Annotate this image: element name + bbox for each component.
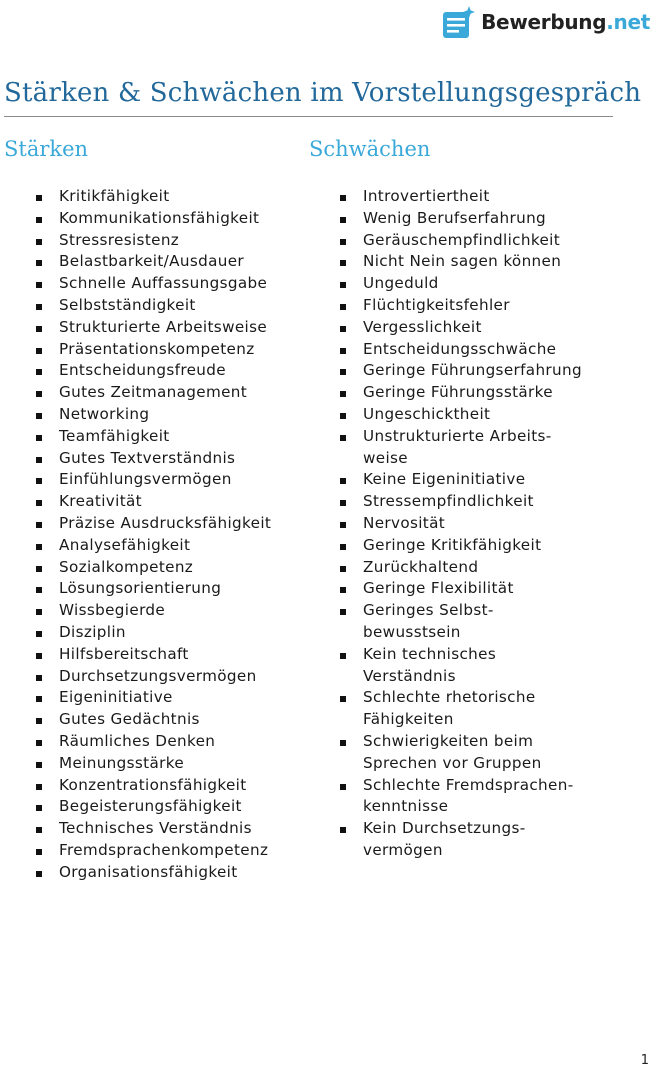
strength-item (36, 339, 271, 361)
strength-item (36, 513, 271, 535)
list-item-text: Begeisterungsfähigkeit (59, 797, 242, 816)
list-item-text: Geräuschempfindlichkeit (363, 230, 561, 249)
list-item-text: Gutes Textverständnis (59, 448, 236, 467)
list-item-text: Kein technisches (363, 644, 497, 663)
weakness-item (340, 426, 582, 470)
strength-item (36, 404, 271, 426)
strength-item (36, 666, 271, 688)
strength-item (36, 731, 271, 753)
weakness-item (340, 513, 582, 535)
list-item-text: Gutes Gedächtnis (59, 710, 200, 729)
strength-item (36, 644, 271, 666)
weakness-item (340, 644, 582, 688)
list-item-text: Zurückhaltend (363, 557, 479, 576)
strength-item (36, 208, 271, 230)
list-item-text: Nervosität (363, 513, 446, 532)
list-item-text: Präzise Ausdrucksfähigkeit (59, 513, 272, 532)
list-item-text: Geringe Flexibilität (363, 579, 514, 598)
list-item-text: kenntnisse (363, 797, 449, 816)
strengths-heading: Stärken (4, 137, 89, 161)
strength-item (36, 557, 271, 579)
list-item-text: Flüchtigkeitsfehler (363, 295, 510, 314)
weakness-item (340, 404, 582, 426)
weakness-item (340, 339, 582, 361)
list-item-text: weise (363, 448, 408, 467)
list-item-text: Schlechte rhetorische (363, 688, 536, 707)
list-item-text: Entscheidungsfreude (59, 361, 226, 380)
list-item-text: Konzentrationsfähigkeit (59, 775, 247, 794)
page-title: Stärken & Schwächen im Vorstellungsgespräch (4, 78, 642, 108)
strength-item (36, 622, 271, 644)
strength-item (36, 709, 271, 731)
strength-item (36, 448, 271, 470)
page-number: 1 (640, 1053, 649, 1068)
list-item-text: Räumliches Denken (59, 731, 216, 750)
title-divider (4, 116, 613, 117)
list-item-text: Stressempfindlichkeit (363, 492, 534, 511)
strength-item (36, 600, 271, 622)
list-item-text: Verständnis (363, 666, 456, 685)
list-item-text: Ungeschicktheit (363, 404, 491, 423)
weakness-item (340, 251, 582, 273)
brand-name: Bewerbung (481, 10, 607, 34)
list-item-text: Teamfähigkeit (59, 426, 170, 445)
list-item-text: Meinungsstärke (59, 753, 185, 772)
list-item-text: Kommunikationsfähigkeit (59, 208, 260, 227)
weakness-item (340, 578, 582, 600)
strength-item (36, 818, 271, 840)
strength-item (36, 775, 271, 797)
list-item-text: Strukturierte Arbeitsweise (59, 317, 268, 336)
list-item-text: Keine Eigeninitiative (363, 470, 526, 489)
strength-item (36, 796, 271, 818)
strength-item (36, 840, 271, 862)
list-item-text: Lösungsorientierung (59, 579, 222, 598)
strength-item (36, 535, 271, 557)
list-item-text: Sozialkompetenz (59, 557, 194, 576)
list-item-text: Fähigkeiten (363, 710, 454, 729)
list-item-text: Unstrukturierte Arbeits- (363, 426, 552, 445)
list-item-text: Sprechen vor Gruppen (363, 753, 542, 772)
list-item-text: Präsentationskompetenz (59, 339, 255, 358)
list-item-text: Fremdsprachenkompetenz (59, 840, 269, 859)
list-item-text: Analysefähigkeit (59, 535, 191, 554)
brand-tld: .net (606, 10, 650, 34)
list-item-text: Kreativität (59, 492, 142, 511)
list-item-text: Wissbegierde (59, 601, 166, 620)
weakness-item (340, 360, 582, 382)
weakness-item (340, 382, 582, 404)
list-item-text: Entscheidungsschwäche (363, 339, 557, 358)
strength-item (36, 273, 271, 295)
weakness-item (340, 208, 582, 230)
list-item-text: Schnelle Auffassungsgabe (59, 274, 268, 293)
strength-item (36, 360, 271, 382)
list-item-text: Disziplin (59, 622, 126, 641)
strength-item (36, 317, 271, 339)
strength-item (36, 469, 271, 491)
list-item-text: Stressresistenz (59, 230, 180, 249)
weakness-item (340, 230, 582, 252)
weakness-item (340, 818, 582, 862)
list-item-text: Organisationsfähigkeit (59, 862, 238, 881)
weakness-item (340, 295, 582, 317)
list-item-text: Einfühlungsvermögen (59, 470, 232, 489)
list-item-text: Durchsetzungsvermögen (59, 666, 257, 685)
list-item-text: Ungeduld (363, 274, 439, 293)
weakness-item (340, 186, 582, 208)
strength-item (36, 426, 271, 448)
list-item-text: Introvertiertheit (363, 187, 490, 205)
list-item-text: Schlechte Fremdsprachen- (363, 775, 574, 794)
weakness-item (340, 687, 582, 731)
list-item-text: Networking (59, 404, 150, 423)
list-item-text: Geringe Kritikfähigkeit (363, 535, 542, 554)
brand-wordmark (481, 10, 650, 34)
list-item-text: Gutes Zeitmanagement (59, 383, 248, 402)
list-item-text: Kein Durchsetzungs- (363, 819, 526, 838)
weakness-item (340, 775, 582, 819)
list-item-text: Geringes Selbst- (363, 601, 494, 620)
document-icon (442, 5, 476, 39)
list-item-text: vermögen (363, 840, 443, 859)
list-item-text: Kritikfähigkeit (59, 187, 170, 205)
list-item-text: bewusstsein (363, 622, 461, 641)
list-item-text: Wenig Berufserfahrung (363, 208, 547, 227)
weakness-item (340, 731, 582, 775)
weakness-item (340, 317, 582, 339)
list-item-text: Belastbarkeit/Ausdauer (59, 252, 245, 271)
list-item-text: Vergesslichkeit (363, 317, 482, 336)
weakness-item (340, 469, 582, 491)
weakness-item (340, 600, 582, 644)
list-item-text: Geringe Führungserfahrung (363, 361, 582, 380)
strength-item (36, 687, 271, 709)
strengths-list (36, 186, 271, 884)
weaknesses-list (340, 186, 582, 862)
list-item-text: Nicht Nein sagen können (363, 252, 562, 271)
list-item-text: Selbstständigkeit (59, 295, 196, 314)
strength-item (36, 382, 271, 404)
weakness-item (340, 273, 582, 295)
weakness-item (340, 557, 582, 579)
list-item-text: Hilfsbereitschaft (59, 644, 189, 663)
strength-item (36, 491, 271, 513)
list-item-text: Geringe Führungsstärke (363, 383, 553, 402)
list-item-text: Technisches Verständnis (59, 819, 252, 838)
list-item-text: Schwierigkeiten beim (363, 731, 534, 750)
strength-item (36, 251, 271, 273)
weaknesses-heading: Schwächen (309, 137, 431, 161)
strength-item (36, 230, 271, 252)
weakness-item (340, 491, 582, 513)
weakness-item (340, 535, 582, 557)
strength-item (36, 753, 271, 775)
strength-item (36, 295, 271, 317)
strength-item (36, 862, 271, 884)
brand-logo (442, 4, 650, 40)
list-item-text: Eigeninitiative (59, 688, 173, 707)
strength-item (36, 578, 271, 600)
strength-item (36, 186, 271, 208)
